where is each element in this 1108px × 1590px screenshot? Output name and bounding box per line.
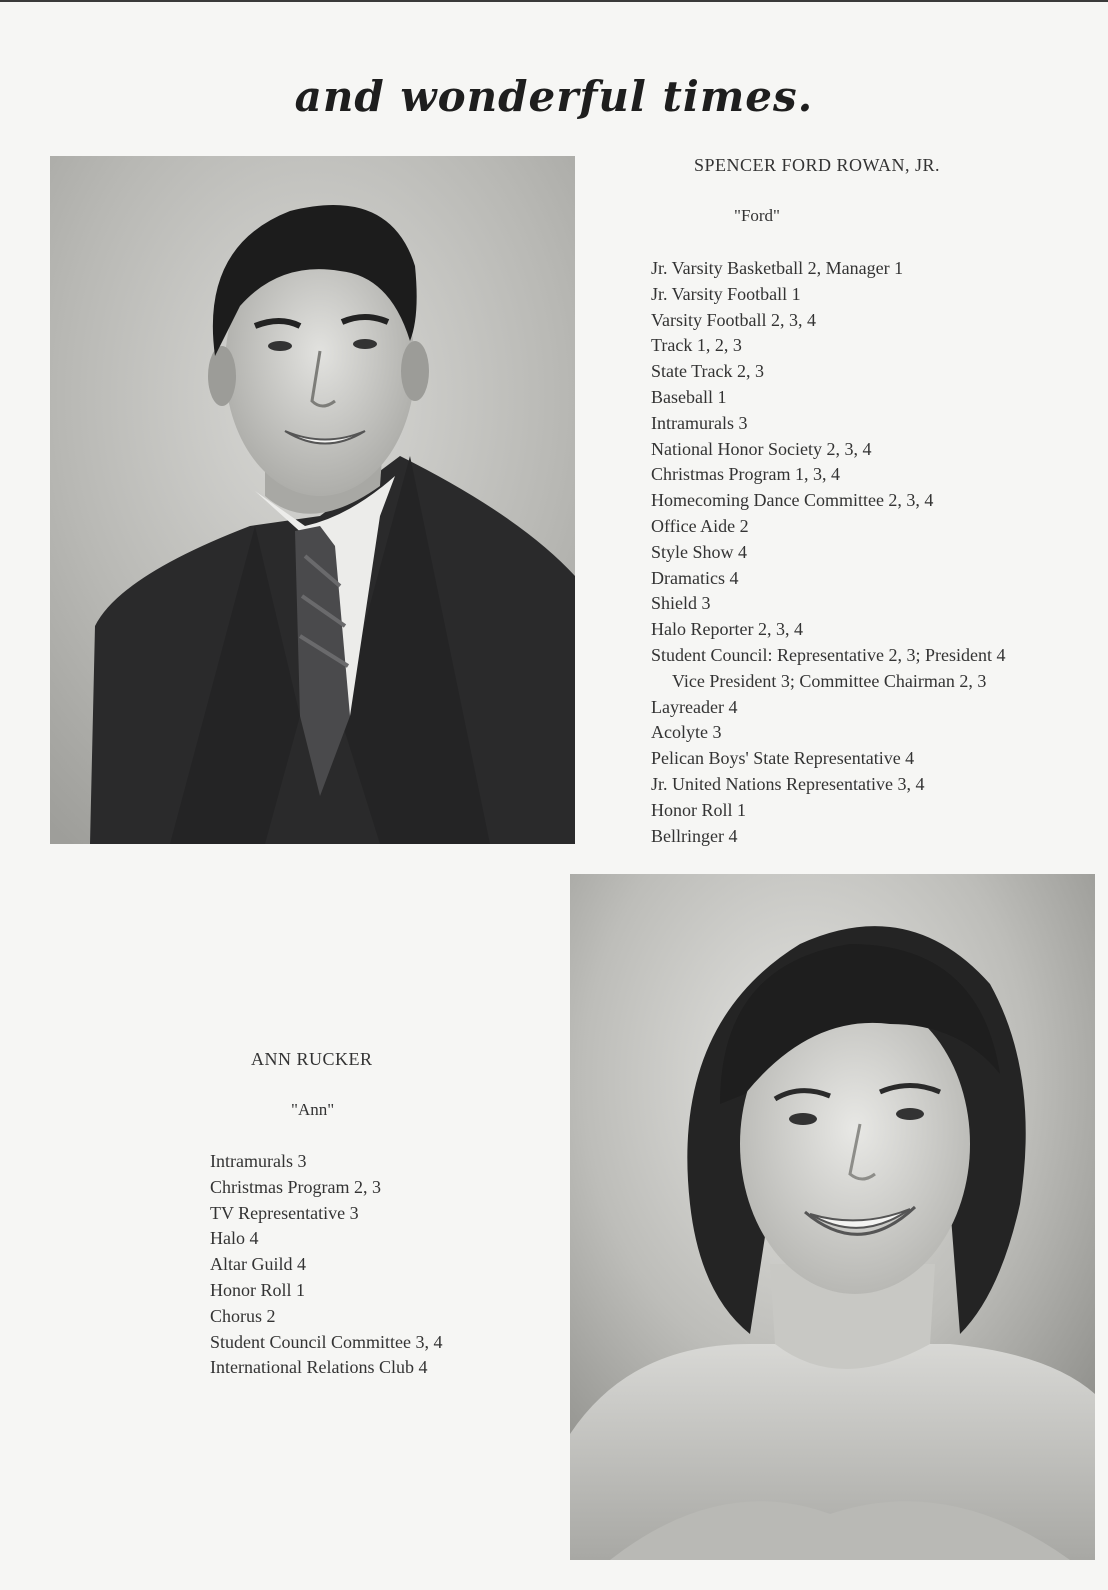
portrait-photo-rowan	[50, 156, 575, 844]
list-item: Style Show 4	[651, 541, 748, 562]
list-item: Altar Guild 4	[210, 1254, 306, 1275]
list-item: Homecoming Dance Committee 2, 3, 4	[651, 490, 934, 511]
list-item: Layreader 4	[651, 696, 738, 717]
list-item: International Relations Club 4	[210, 1357, 428, 1378]
list-item: Christmas Program 1, 3, 4	[651, 464, 840, 485]
list-item: Chorus 2	[210, 1305, 276, 1326]
list-item: Student Council Committee 3, 4	[210, 1331, 443, 1352]
list-item: Jr. Varsity Basketball 2, Manager 1	[651, 258, 904, 278]
activities-list-rucker	[210, 1149, 443, 1381]
list-item: Jr. United Nations Representative 3, 4	[651, 773, 925, 794]
list-item: Shield 3	[651, 593, 711, 614]
nickname-rowan: "Ford"	[734, 206, 780, 225]
list-item: TV Representative 3	[210, 1202, 359, 1223]
list-item: Dramatics 4	[651, 567, 739, 588]
list-item: Jr. Varsity Football 1	[651, 283, 801, 304]
student-name-rowan: SPENCER FORD ROWAN, JR.	[694, 155, 941, 175]
list-item: Pelican Boys' State Representative 4	[651, 748, 915, 769]
list-item: National Honor Society 2, 3, 4	[651, 438, 872, 459]
list-item: Halo 4	[210, 1228, 259, 1249]
list-item: Halo Reporter 2, 3, 4	[651, 619, 803, 640]
nickname-rucker: "Ann"	[291, 1100, 335, 1119]
list-item: Intramurals 3	[651, 412, 748, 433]
list-item: Varsity Football 2, 3, 4	[651, 309, 816, 330]
list-item: Bellringer 4	[651, 825, 738, 846]
top-rule	[0, 0, 1108, 2]
list-item: Track 1, 2, 3	[651, 335, 742, 356]
list-item: Student Council: Representative 2, 3; President 4	[651, 644, 1006, 665]
list-item: Office Aide 2	[651, 515, 749, 536]
list-item-continuation: Vice President 3; Committee Chairman 2, 3	[672, 670, 987, 691]
list-item: State Track 2, 3	[651, 361, 765, 382]
list-item: Honor Roll 1	[651, 799, 747, 820]
page-heading: and wonderful times.	[294, 72, 814, 121]
student-name-rucker: ANN RUCKER	[251, 1049, 373, 1069]
list-item: Christmas Program 2, 3	[210, 1176, 381, 1197]
list-item: Intramurals 3	[210, 1151, 307, 1171]
activities-list-rowan	[651, 256, 1005, 849]
list-item: Honor Roll 1	[210, 1279, 306, 1300]
list-item: Acolyte 3	[651, 722, 722, 743]
list-item: Baseball 1	[651, 386, 727, 407]
portrait-photo-rucker	[570, 874, 1095, 1560]
